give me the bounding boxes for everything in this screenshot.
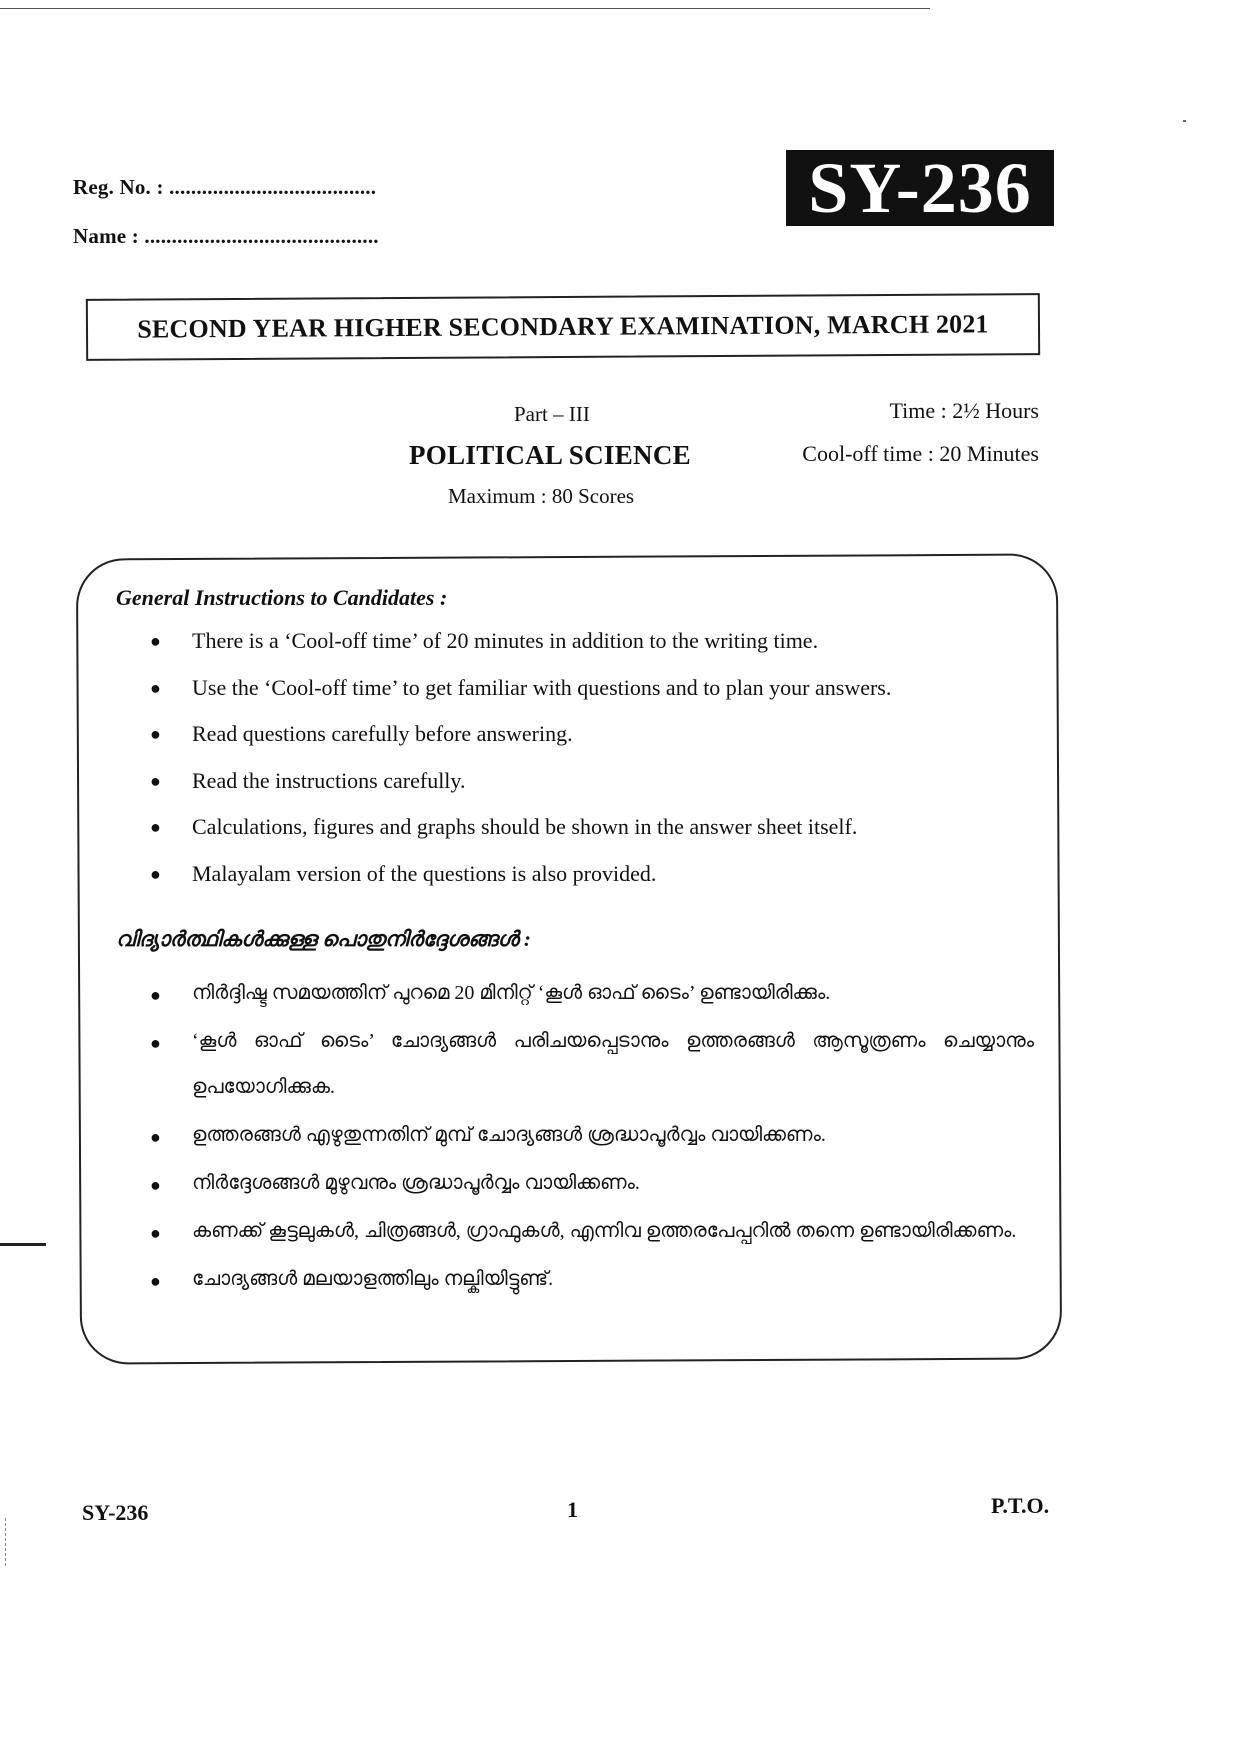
bullet-icon: ● [150,817,161,837]
instruction-text: ഉത്തരങ്ങൾ എഴുതുന്നതിന് മുമ്പ് ചോദ്യങ്ങൾ ശ്രദ്ധാപൂർവ്വം വായിക്കണം. [192,1124,826,1146]
instruction-text: Use the ‘Cool-off time’ to get familiar with questions and to plan your answers. [192,674,892,700]
list-item [150,1256,1034,1302]
bullet-icon: ● [150,985,161,1005]
bullet-icon: ● [150,863,161,884]
bullet-icon: ● [150,770,161,791]
time-allowed: Time : 2½ Hours [889,398,1039,423]
list-item [150,970,1034,1016]
instruction-text: കണക്ക് കൂട്ടലുകൾ, ചിത്രങ്ങൾ, ഗ്രാഫുകൾ, എന്നിവ ഉത്തരപേപ്പറിൽ തന്നെ ഉണ്ടായിരിക്കണം. [192,1220,1017,1242]
please-turn-over: P.T.O. [991,1493,1050,1518]
bullet-icon: ● [150,724,161,744]
footer-paper-code: SY-236 [82,1500,149,1525]
name-field: Name : ........................................... [73,224,379,248]
bullet-icon: ● [150,1033,161,1053]
maximum-score: Maximum : 80 Scores [448,484,635,508]
instruction-text: നിർദ്ദിഷ്ട സമയത്തിന് പുറമെ 20 മിനിറ്റ് ‘കൂൾ ഓഫ് ടൈം’ ഉണ്ടായിരിക്കും. [192,982,831,1004]
scan-edge-ticks [5,1518,7,1566]
list-item [150,766,1030,813]
scan-edge-line [0,8,930,9]
exam-title: SECOND YEAR HIGHER SECONDARY EXAMINATION, MARCH 2021 [137,309,989,344]
instruction-text: ചോദ്യങ്ങൾ മലയാളത്തിലും നല്കിയിട്ടുണ്ട്. [192,1268,554,1290]
instructions-heading-english: General Instructions to Candidates : [116,585,448,610]
reg-no-field: Reg. No. : ...................................... [73,175,377,199]
exam-title-box [86,293,1040,361]
instruction-text: നിർദ്ദേശങ്ങൾ മുഴുവനും ശ്രദ്ധാപൂർവ്വം വായിക്കണം. [192,1172,640,1194]
subject-title: POLITICAL SCIENCE [409,440,691,470]
bullet-icon: ● [150,1127,161,1147]
instruction-text: Read questions carefully before answering. [192,721,573,746]
instructions-list-english [150,626,1030,905]
scan-margin-mark [0,1243,46,1246]
list-item [150,812,1030,859]
instruction-text: There is a ‘Cool-off time’ of 20 minutes in addition to the writing time. [192,628,819,653]
bullet-icon: ● [150,1271,161,1291]
paper-code-badge: SY-236 [786,150,1054,226]
part-label: Part – III [514,402,590,426]
instruction-text: Calculations, figures and graphs should be shown in the answer sheet itself. [192,814,858,839]
bullet-icon: ● [150,1223,161,1243]
list-item [150,626,1030,673]
cooloff-time: Cool-off time : 20 Minutes [802,441,1039,466]
bullet-icon: ● [150,677,161,698]
list-item [150,1112,1034,1158]
instructions-list-malayalam [150,970,1034,1304]
instruction-text: ‘കൂൾ ഓഫ് ടൈം’ ചോദ്യങ്ങൾ പരിചയപ്പെടാനും ഉത്തരങ്ങൾ ആസൂത്രണം ചെയ്യാനും ഉപയോഗിക്കുക. [192,1030,1034,1098]
scan-speck [1183,120,1186,122]
list-item [150,1208,1034,1254]
instruction-text: Read the instructions carefully. [192,767,466,793]
list-item [150,1018,1034,1110]
list-item [150,859,1030,906]
page-number: 1 [567,1497,578,1522]
instruction-text: Malayalam version of the questions is also provided. [192,860,657,886]
bullet-icon: ● [150,631,161,651]
list-item [150,719,1030,766]
list-item [150,1160,1034,1206]
list-item [150,673,1030,720]
instructions-heading-malayalam: വിദ്യാർത്ഥികൾക്കുള്ള പൊതുനിർദ്ദേശങ്ങൾ : [116,927,531,951]
bullet-icon: ● [150,1175,161,1195]
